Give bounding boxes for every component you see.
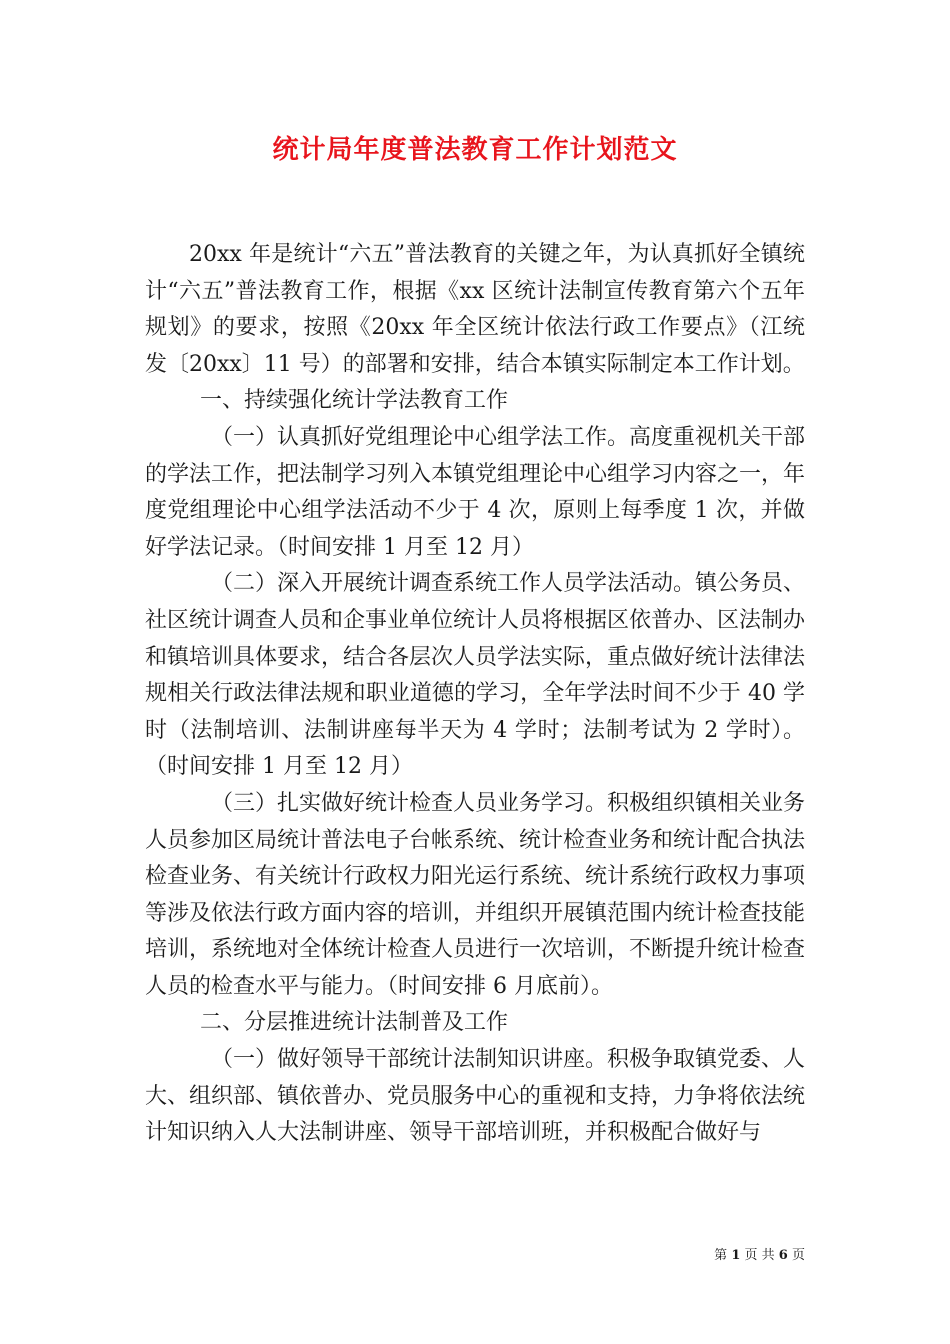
current-page-number: 1 [731,1248,741,1263]
document-body [145,237,805,1152]
document-title: 统计局年度普法教育工作计划范文 [272,135,678,165]
page-number-footer [714,1246,805,1266]
intro-paragraph: 20xx 年是统计“六五”普法教育的关键之年，为认真抓好全镇统计“六五”普法教育工作，根据《xx 区统计法制宣传教育第六个五年规划》的要求，按照《20xx 年全区统计依法行政工作要点》（江统发〔20xx〕11 号）的部署和安排，结合本镇实际制定本工作计划。 [145,242,805,377]
section-1-item-2: （二）深入开展统计调查系统工作人员学法活动。镇公务员、社区统计调查人员和企事业单位统计人员将根据区依普办、区法制办和镇培训具体要求，结合各层次人员学法实际，重点做好统计法律法规相关行政法律法规和职业道德的学习，全年学法时间不少于 40 学时（法制培训、法制讲座每半天为 4 学时；法制考试为 2 学时）。（时间安排 1 月至 12 月） [145,571,806,780]
section-heading-2: 二、分层推进统计法制普及工作 [200,1010,509,1036]
footer-suffix: 页 [791,1248,805,1263]
section-1-item-1: （一）认真抓好党组理论中心组学法工作。高度重视机关干部的学法工作，把法制学习列入本镇党组理论中心组学习内容之一，年度党组理论中心组学法活动不少于 4 次，原则上每季度 1 次，并做好学法记录。（时间安排 1 月至 12 月） [145,424,806,560]
total-page-number: 6 [778,1248,788,1263]
section-1-item-3: （三）扎实做好统计检查人员业务学习。积极组织镇相关业务人员参加区局统计普法电子台帐系统、统计检查业务和统计配合执法检查业务、有关统计行政权力阳光运行系统、统计系统行政权力事项等涉及依法行政方面内容的培训，并组织开展镇范围内统计检查技能培训，系统地对全体统计检查人员进行一次培训，不断提升统计检查人员的检查水平与能力。（时间安排 6 月底前）。 [145,790,806,999]
section-2-item-1: （一）做好领导干部统计法制知识讲座。积极争取镇党委、人大、组织部、镇依普办、党员服务中心的重视和支持，力争将依法统计知识纳入人大法制讲座、领导干部培训班，并积极配合做好与 [145,1047,806,1146]
footer-prefix: 第 [714,1248,728,1263]
section-heading-1: 一、持续强化统计学法教育工作 [200,388,509,414]
footer-middle: 页 共 [744,1248,775,1263]
